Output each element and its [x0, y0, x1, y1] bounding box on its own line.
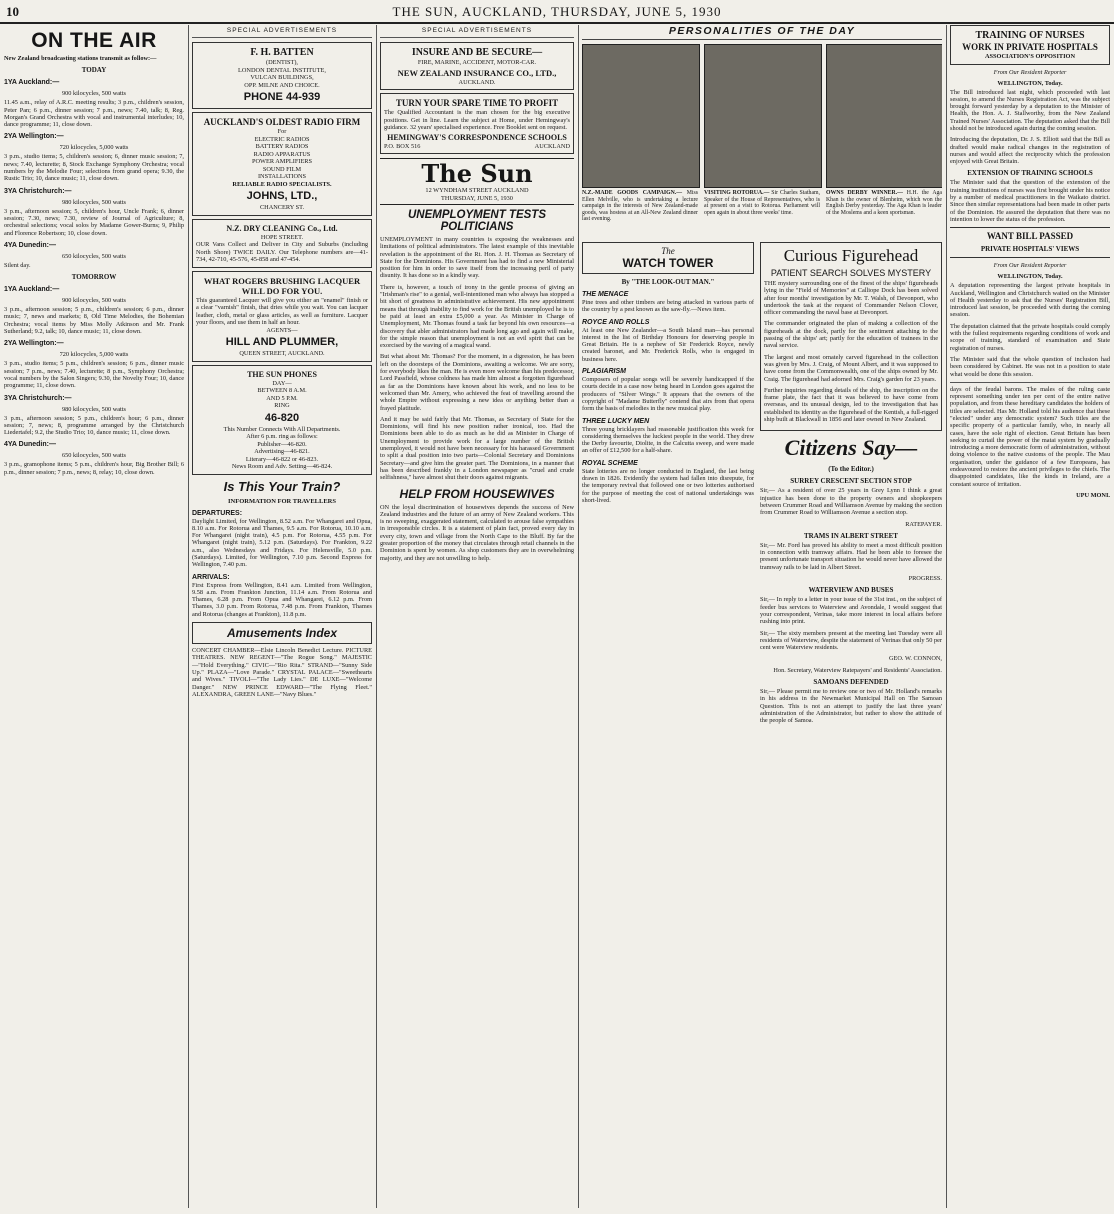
watch-tower-text: Pine trees and other timbers are being attacked in various parts of the country by a pest known as the saw-fly.—News item.	[582, 299, 754, 314]
byline: From Our Resident Reporter	[993, 262, 1067, 270]
batten-line: VULCAN BUILDINGS,	[250, 74, 314, 81]
stations-tomorrow	[4, 286, 184, 476]
watch-tower-text: State lotteries are no longer conducted in England, the last being drawn in 1826. Evidently the system had fallen into disrepute, for the temporary revival that followed one or two lotteries authorised for the purpose of meeting the cost of national undertakings was short-lived.	[582, 467, 754, 504]
letter-signature: GEO. W. CONNON,	[888, 655, 942, 663]
sun-phones-line: Advertising—46-821.	[254, 448, 310, 455]
station-frequency: 980 kilocycles, 500 watts	[61, 198, 126, 206]
aga-khan-photo	[826, 44, 942, 188]
charles-statham-photo	[704, 44, 822, 188]
lucky-men-heading: THREE LUCKY MEN	[582, 417, 650, 425]
nurses-headline-box	[950, 25, 1110, 65]
nurses-paragraph: The Minister said that the question of the extension of the training institutions of nurses was first brought under his notice by a number of medical practitioners in the Waikato district. Since then similar representations had been made in other parts of the Dominion. He assured the deputation that there was no intention to lower the status of the profession.	[950, 179, 1110, 223]
menace-heading: THE MENACE	[582, 291, 629, 298]
watch-tower-byline: By "THE LOOK-OUT MAN."	[621, 278, 715, 286]
station-frequency: 900 kilocycles, 500 watts	[61, 297, 126, 305]
special-ads-label: SPECIAL ADVERTISEMENTS	[192, 25, 372, 38]
station-programme: 3 p.m., studio items; 5, children's session; 6, dinner music session; 7, news; 7.40, lecturette; 8, Stock Exchange Symphony Orchestra; vocal numbers by the Melodie Four; selections from grand opera; 9.30, the Rustic Trio; 10, dance music; 11, close down.	[4, 153, 184, 183]
want-bill-title: WANT BILL PASSED	[986, 231, 1074, 242]
station-programme: Silent day.	[4, 261, 31, 269]
arrivals-heading: ARRIVALS:	[192, 573, 230, 581]
dateline: WELLINGTON, Today.	[997, 79, 1063, 87]
lacquer-ad	[192, 271, 372, 362]
sun-phones-line: Literary—46-822 or 46-823.	[245, 455, 319, 463]
editorial-title: UNEMPLOYMENT TESTS POLITICIANS	[407, 209, 546, 233]
amusements-text: CONCERT CHAMBER—Elsie Lincoln Benedict Lecture. PICTURE THEATRES. NEW REGENT—"The Rogue Song." MAJESTIC—"Hold Everything." CIVIC—"Rio Rita." STRAND—"Sunny Side Up." PLAZA—"Love Parade." CRYSTAL PALACE—"Sweethearts and Wives." TIVOLI—"The Lady Lies." DE LUXE—"Welcome Danger." NEW PRINCE EDWARD—"The Flying Fleet." ALEXANDRA, GREEN LANE—"Navy Blues."	[192, 647, 372, 698]
letter-signature: PROGRESS.	[908, 575, 942, 583]
arrivals-text: First Express from Wellington, 8.41 a.m. Limited from Wellington, 9.58 a.m. From Frankton Junction, 11.14 a.m. From Rotorua and Thames, 6.28 p.m. From Opua and Whangarei, 6.12 p.m. From Thames, 3.0 p.m. From Rotorua, 7.48 p.m. From Frankton, Thames and Rotorua (changes at Frankton), 11.8 p.m.	[192, 581, 372, 618]
sun-phones-between: BETWEEN 8 A.M.	[257, 387, 307, 394]
figurehead-article	[760, 242, 942, 431]
departures-heading: DEPARTURES:	[192, 509, 243, 517]
station-name: 4YA Dunedin:—	[4, 441, 56, 449]
radio-firm-ad	[192, 112, 372, 216]
watch-tower-logo	[582, 242, 754, 274]
lacquer-addr: QUEEN STREET, AUCKLAND.	[239, 350, 325, 357]
amusements-title: Amusements Index	[226, 626, 338, 641]
watch-tower-section	[582, 240, 754, 728]
photo-caption: VISITING ROTORUA.— Sir Charles Statham, Speaker of the House of Representatives, who is at present on a visit to Rotorua. Parliament will open again in about three weeks' time.	[704, 190, 820, 216]
editorial-paragraph: ON the loyal discrimination of housewives depends the success of New Zealand industries and the future of an army of New Zealand workers. This is no sweeping, exaggerated statement, calculated to arouse false sympathies in irresponsible circles. It is a statement of plain fact, proved every day in every city, town and village from the North Cape to the Bluff. By far the greater proportion of the money that circulates through retail channels in the Dominion is spent by women. As shop customers they are in overwhelming majority, and they are not unwilling to help.	[380, 503, 574, 562]
masthead	[0, 0, 1114, 24]
page-number: 10	[6, 4, 19, 19]
stations-today	[4, 79, 184, 269]
figurehead-paragraph: The largest and most ornately carved figurehead in the collection was given by Mrs. J. Craig, of Mount Albert, and it was supposed to have come from the Commonwealth, one of the ships owned by Mr. Craig. The figurehead had adorned Mrs. Craig's garden for 23 years.	[764, 353, 938, 383]
sun-phones-number: 46-820	[264, 411, 300, 424]
samoa-letter-continued: days of the feudal barons. The males of the ruling caste represent something under ten per cent of the entire native population, and from these hereditary candidates the holders of titles are selected. Has Mr. Holland told his audience that these "elected" under any democratic system? Such titles are the specific property of a particular family, who, in nearly all cases, have the sole right of election. Great Britain has been seeking to curtail the power of the matai system by gradually introducing a more democratic form of administration, without doing violence to the native customs of the people. The Mau organisation, under the guidance of a few Europeans, has endeavoured to restore the ancient privileges to the chiefs. The disappointed candidates, like the kinds in Ireland, are a constant source of irritation.	[950, 382, 1110, 488]
station-name: 1YA Auckland:—	[4, 79, 60, 87]
figurehead-paragraph: The commander originated the plan of making a collection of the figureheads at the dock, partly for the sentiment attaching to the passing of the ships' art; partly for the education of trainees in the naval service.	[764, 320, 938, 350]
nurses-paragraph: Introducing the deputation, Dr. J. S. Elliott said that the Bill as drafted would make radical changes in the registration of nurses and would affect the reciprocity which the profession enjoyed with Great Britain.	[950, 136, 1110, 166]
letter-signature: UPU MONI.	[1076, 491, 1110, 499]
letter-signature: RATEPAYER.	[905, 520, 942, 528]
figurehead-paragraph: THE mystery surrounding one of the finest of the ships' figureheads lying in the "Field of Memories" at Calliope Dock has been solved after four months' investigation by Mr. T. Walsh, of Devonport, who undertook the task at the request of Commander Nelson Clover, officer commanding the naval base at Devonport.	[764, 280, 938, 317]
private-hospitals-title: PRIVATE HOSPITALS' VIEWS	[980, 245, 1080, 254]
station-programme: 3 p.m., afternoon session; 5 p.m., children's session; 6 p.m., dinner music; 7, news and markets; 8, Old Time Melodies, the Bohemian Orchestra; vocal items by Miss Molly Atkinson and Mr. Frank Sutherland; 9.2, talk; 10, dance music; 11, close down.	[4, 306, 184, 336]
figurehead-title: Curious Figurehead	[783, 246, 919, 265]
radio-firm-line: SOUND FILM	[262, 165, 302, 173]
dry-cleaning-ad	[192, 219, 372, 268]
nurses-sub: WORK IN PRIVATE HOSPITALS	[962, 42, 1098, 52]
batten-ad	[192, 42, 372, 109]
batten-phone: PHONE 44-939	[243, 91, 321, 103]
station-programme: 11.45 a.m., relay of A.R.C. meeting results; 3 p.m., children's session, Peter Pan; 6 p.m., dinner session; 7 p.m., news; 7.40, talk; 8, Reg. Morgan's Grand Orchestra with vocal and instrumental interludes; 10, dance programme; 11, close down.	[4, 99, 184, 129]
sun-phones-box	[192, 365, 372, 475]
letter-text: Sir,— The sixty members present at the meeting last Tuesday were all residents of Waterview, despite the statement of Verinas that only 50 per cent were Waterview residents.	[760, 629, 942, 652]
nurses-sub2: ASSOCIATION'S OPPOSITION	[985, 53, 1075, 60]
insurance-name: NEW ZEALAND INSURANCE CO., LTD.,	[397, 67, 557, 78]
train-sub: INFORMATION FOR TRAVELLERS	[228, 497, 336, 505]
sun-phones-line: Publisher—46-820.	[257, 440, 307, 448]
editorial-paragraph: But what about Mr. Thomas? For the moment, in a digression, he has been left on the doorsteps of the Dominions, awaiting a welcome. We are sorry, for everybody likes the man. He is even more welcome than his predecessor, Lord Passfield, whose coldness has made him almost a forgotten figurehead as far as the Dominions have known about his work, and no less to be welcomed than Mr. Amery, who achieved the feat of travelling around the whole Empire without expressing a new idea or anything better than a frayed platitude.	[380, 353, 574, 412]
column-rule	[578, 25, 579, 1208]
station-programme: 3 p.m., gramophone items; 5 p.m., children's hour, Big Brother Bill; 6 p.m., dinner session; 7 p.m., news; 8, relay; 10, close down.	[4, 461, 184, 476]
personalities-title: PERSONALITIES OF THE DAY	[582, 25, 942, 40]
ads-column	[192, 25, 372, 1208]
batten-line: LONDON DENTAL INSTITUTE,	[238, 66, 326, 74]
figurehead-sub: PATIENT SEARCH SOLVES MYSTERY	[770, 268, 932, 278]
dry-cleaning-title: N.Z. DRY CLEANING Co., Ltd.	[226, 223, 338, 233]
special-ads-label: SPECIAL ADVERTISEMENTS	[380, 25, 574, 38]
photo-row	[582, 40, 942, 240]
editorial-paragraph: UNEMPLOYMENT in many countries is exposing the weaknesses and limitations of political administrators. The latest example of this inevitable revelation is the appointment of the Rt. Hon. J. H. Thomas as Secretary of State for the Dominions. His Government has had to find a new Ministerial position for him in order to save itself from the increasing peril of party disunity. It has done so in a kindly way.	[380, 236, 574, 280]
radio-firm-line: POWER AMPLIFIERS	[251, 158, 312, 165]
letter-heading: WATERVIEW AND BUSES	[808, 586, 894, 595]
watch-tower-text: Composers of popular songs will be severely handicapped if the courts decide in a case now being heard in London goes against the producers of "Silver Wings." It appears that the owners of the copyright of "Madame Butterfly" contend that airs from that opera form the basis of melodies in the new musical play.	[582, 376, 754, 413]
lower-section	[582, 240, 942, 728]
watch-tower-name: WATCH TOWER	[622, 256, 714, 270]
hemingway-ad	[380, 93, 574, 154]
letter-heading: SAMOANS DEFENDED	[813, 677, 889, 686]
sun-date: THURSDAY, JUNE 5, 1930	[441, 194, 513, 202]
departures-text: Daylight Limited, for Wellington, 8.52 a.m. For Whangarei and Opua, 8.10 a.m. For Rotorua and Thames, 9.5 a.m. For Rotorua, 10.10 a.m. For Whangarei (night train), 4.5 p.m. For Rotorua, 4.55 p.m. For Whangarei (night train), 5.12 p.m. (Saturdays). For Frankton, 9.22 a.m., also Wednesdays and Fridays. For Helensville, 5.0 p.m. (Saturdays). Limited, for Wellington, 7.10 p.m. Second Express for Wellington, 7.40 p.m.	[192, 517, 372, 569]
insurance-place: AUCKLAND.	[458, 78, 496, 86]
ellen-melville-photo	[582, 44, 700, 188]
radio-firm-line: INSTALLATIONS	[257, 173, 307, 180]
column-rule	[946, 25, 947, 1208]
radio-firm-line: BATTERY RADIOS	[255, 143, 309, 150]
radio-firm-line: RADIO APPARATUS	[253, 150, 311, 158]
dateline: WELLINGTON, Today.	[997, 273, 1063, 281]
sun-logo: The Sun	[421, 159, 533, 188]
sun-phones-line: News Room and Adv. Setting—46-824.	[231, 463, 333, 470]
station-programme: 3 p.m., afternoon session; 5 p.m., children's hour; 6 p.m., dinner session; 7, news; 8, programme arranged by the Christchurch Liedertafel; 9.2, the Studio Trio; 10, dance music; 11, close down.	[4, 414, 184, 437]
nurses-paragraph: The Bill introduced last night, which proceeded with last session, to amend the Nurses Registration Act, was the subject brought forward yesterday by a deputation to the Minister of Health, the Hon. A. J. Stallworthy, from the New Zealand Trained Nurses' Association. The deputation asked that the Bill should not be introduced again during the coming session.	[950, 88, 1110, 132]
letter-text: Sir,— Mr. Ford has proved his ability to meet a most difficult position in connection with tramway affairs. Had he been able to foresee the present unfortunate transport situation he would never have allowed the tramway rails to be laid in Albert Street.	[760, 541, 942, 571]
station-programme: 3 p.m., studio items; 5 p.m., children's session; 6 p.m., dinner music session; 7 p.m., news; 7.40, lecturette; 8 p.m., Symphony Orchestra; vocal numbers by the Salon Singers; 9.30, the Novelty Four; 10, dance programme; 11, close down.	[4, 360, 184, 390]
station-name: 1YA Auckland:—	[4, 286, 60, 294]
station-name: 3YA Christchurch:—	[4, 394, 72, 402]
batten-sub: (DENTIST),	[265, 59, 298, 66]
insurance-title: INSURE AND BE SECURE—	[411, 47, 543, 58]
figurehead-and-letters	[760, 240, 942, 728]
lacquer-agents: AGENTS—	[266, 326, 298, 334]
figurehead-paragraph: Further inquiries regarding details of the ship, the inscription on the frame plate, the fact that it was believed to have come from overseas, and its unusual design, led to the investigation that has established its identity as the figurehead of the Kentish, a full-rigged ship built at Blackwall in 1856 and later owned in New Zealand.	[764, 386, 938, 424]
station-frequency: 980 kilocycles, 500 watts	[61, 405, 126, 413]
watch-tower-text: At least one New Zealander—a South Island man—has personal interest in the list of Birthday Honours for deserving people in Great Britain. He is a nephew of Sir Frederick Royce, newly created baronet, and Mr. Frederick Rolls, who is engaged in business here.	[582, 326, 754, 363]
royal-scheme-heading: ROYAL SCHEME	[582, 459, 638, 467]
radio-firm-line: ELECTRIC RADIOS	[254, 135, 310, 143]
tomorrow-heading: TOMORROW	[71, 273, 117, 282]
editorial-paragraph: And it may be said fairly that Mr. Thomas, as Secretary of State for the Dominions, will find his new position rather ironical, too. Had the Dominions been able to do as much as he did as Minister in Charge of Unemployment to provide work for a large number of the British unemployed, it would not have been necessary for his harassed Government to split a dual position into two parts—Colonial Secretary and Dominions Secretary—and give him the greater part. The Dominions, in a manner that has been described frankly in a London newspaper as "cruel and crude selfishness," have almost shut their doors against migrants.	[380, 415, 574, 482]
extension-heading: EXTENSION OF TRAINING SCHOOLS	[967, 169, 1093, 178]
batten-name: F. H. BATTEN	[250, 47, 314, 58]
station-name: 2YA Wellington:—	[4, 340, 64, 348]
letter-heading: SURREY CRESCENT SECTION STOP	[790, 477, 912, 486]
private-hospitals-paragraph: The deputation claimed that the private hospitals could comply with the fullest requirements regarding conditions of work and scope of training, standard of examination and State registration of nurses.	[950, 322, 1110, 352]
train-title: Is This Your Train?	[223, 478, 341, 494]
today-heading: TODAY	[81, 66, 107, 75]
station-name: 4YA Dunedin:—	[4, 241, 56, 249]
lacquer-firm: HILL AND PLUMMER,	[225, 336, 339, 348]
sun-phones-note: This Number Connects With All Departments.	[223, 425, 341, 433]
column-rule	[376, 25, 377, 1208]
citizens-say-title: Citizens Say—	[784, 435, 918, 461]
plagiarism-heading: PLAGIARISM	[582, 368, 626, 376]
radio-firm-name: JOHNS, LTD.,	[246, 190, 318, 202]
letter-heading: TRAMS IN ALBERT STREET	[804, 531, 898, 540]
station-name: 3YA Christchurch:—	[4, 187, 72, 195]
watch-tower-text: Three young bricklayers had reasonable justification this week for considering themselves the luckiest people in the world. They drew the Derby favourite, Diolite, in the Calcutta sweep, and were made an offer of £12,500 for a half-share.	[582, 425, 754, 455]
royce-heading: ROYCE AND ROLLS	[582, 318, 650, 326]
nurses-column	[950, 25, 1110, 1208]
letter-signature: Hon. Secretary, Waterview Ratepayers' and Residents' Association.	[773, 666, 942, 674]
personalities-column	[582, 25, 942, 1208]
station-frequency: 650 kilocycles, 500 watts	[61, 252, 126, 260]
photo-caption: OWNS DERBY WINNER.— H.H. the Aga Khan is the owner of Blenheim, which won the English Derby yesterday. The Aga Khan is leader of the Moslems and a keen sportsman.	[826, 190, 942, 216]
hemingway-box: P.O. BOX 516	[384, 142, 421, 150]
insurance-sub: FIRE, MARINE, ACCIDENT, MOTOR-CAR.	[417, 59, 537, 66]
sun-addr: 12 WYNDHAM STREET AUCKLAND	[425, 187, 529, 194]
hemingway-place: AUCKLAND	[534, 142, 570, 150]
letter-text: Sir,— In reply to a letter in your issue of the 31st inst., on the subject of feeder bus services to Waterview and Avondale, I would suggest that your correspondent, Verinas, take more interest in local affairs before rushing into print.	[760, 596, 942, 626]
column-rule	[188, 25, 189, 1208]
help-housewives-title: HELP FROM HOUSEWIVES	[399, 486, 555, 501]
hemingway-text: The Qualified Accountant is the man chosen for the big executive positions. Get in line. Learn the subject at Home, under Hemingway's guidance. 32 years' specialised experience. Free Booklet sent on request.	[384, 109, 570, 131]
photo-caption: N.Z.-MADE GOODS CAMPAIGN.— Miss Ellen Melville, who is undertaking a lecture campaign in the interests of New Zealand-made goods, was hostess at an All-New Zealand dinner last evening.	[582, 190, 698, 223]
sun-phones-after: After 6 p.m. ring as follows:	[246, 433, 318, 440]
station-frequency: 720 kilocycles, 5,000 watts	[59, 144, 129, 152]
radio-intro: New Zealand broadcasting stations transmit as follow:—	[4, 55, 157, 62]
radio-firm-addr: CHANCERY ST.	[259, 204, 305, 211]
editorial-paragraph: There is, however, a touch of irony in the gentle process of giving an "Irishman's rise" to a genial, well-intentioned man who always has stopped a bit short of greatness in administrative achievement. His new appointment means that through inability to find work for the British unemployed he is to be paid at least an extra £5,000 a year. As Minister in Charge of Unemployment, Mr. Thomas found a task far beyond his own resources—a discovery that abler administrators had made long ago and again will make, for the simple reason that unemployment is not an evil spirit that can be exorcised by the waving of a magical wand.	[380, 283, 574, 350]
sun-nameplate	[380, 158, 574, 205]
radio-firm-tag: RELIABLE RADIO SPECIALISTS.	[232, 180, 332, 188]
dry-cleaning-addr: HOPE STREET.	[260, 233, 304, 241]
station-programme: 3 p.m., afternoon session; 5, children's hour, Uncle Frank; 6, dinner session; 7.30, news; 7.30, review of Journal of Agriculture; 8, orchestral selections; vocal solos by Madame Gower-Burns; 9, Philip and Florence Robertson; 10, close down.	[4, 207, 184, 237]
insurance-ad	[380, 42, 574, 90]
batten-line: OPP. MILNE AND CHOICE.	[244, 81, 320, 89]
byline: From Our Resident Reporter	[993, 68, 1067, 76]
sun-phones-and: AND 5 P.M.	[266, 394, 298, 402]
sun-phones-ring: RING	[274, 402, 290, 409]
radio-title: ON THE AIR	[31, 29, 157, 52]
hemingway-title: TURN YOUR SPARE TIME TO PROFIT	[395, 98, 559, 108]
radio-firm-title: AUCKLAND'S OLDEST RADIO FIRM	[203, 117, 361, 127]
editorial-column	[380, 25, 574, 1208]
citizens-say-sub: (To the Editor.)	[828, 465, 874, 474]
watch-tower-the: The	[661, 246, 675, 256]
masthead-title: THE SUN, AUCKLAND, THURSDAY, JUNE 5, 1930	[392, 4, 722, 19]
radio-column	[4, 25, 184, 1208]
hemingway-name: HEMINGWAY'S CORRESPONDENCE SCHOOLS	[387, 132, 567, 142]
private-hospitals-paragraph: The Minister said that the whole question of inclusion had been considered by Cabinet. He was not in a position to state what would be done this session.	[950, 355, 1110, 378]
nurses-title: TRAINING OF NURSES	[975, 30, 1085, 41]
letter-text: Sir,— Please permit me to review one or two of Mr. Holland's remarks in his address in the Newmarket Municipal Hall on The Samoan Question. This is not an attempt to justify the last three years' administration of the Administrator, but rather to show the attitude of the people of Samoa.	[760, 687, 942, 725]
station-frequency: 900 kilocycles, 500 watts	[61, 90, 126, 98]
station-name: 2YA Wellington:—	[4, 133, 64, 141]
station-frequency: 720 kilocycles, 5,000 watts	[59, 351, 129, 359]
station-frequency: 650 kilocycles, 500 watts	[61, 452, 126, 460]
letter-text: Sir,— As a resident of over 25 years in Grey Lynn I think a great injustice has been done to the property owners and shopkeepers between Crummer Road and Williamson Avenue by making the section from Crummer Road to Williamson Avenue a section stop.	[760, 487, 942, 517]
amusements-box	[192, 622, 372, 644]
lacquer-title: WHAT ROGERS BRUSHING LACQUER WILL DO FOR YOU.	[203, 275, 361, 296]
radio-firm-line: For	[277, 128, 287, 135]
sun-phones-title: THE SUN PHONES	[247, 369, 317, 379]
sun-phones-day: DAY—	[272, 379, 292, 387]
dry-cleaning-text: OUR Vans Collect and Deliver in City and Suburbs (including North Shore) TWICE DAILY. Our Telephone numbers are—41-734, 42-710, 45-576, 45-858 and 47-454.	[196, 241, 368, 263]
private-hospitals-paragraph: A deputation representing the largest private hospitals in Auckland, Wellington and Christchurch waited on the Minister of Health yesterday to ask that the Nurses' Registration Bill, introduced last session, be proceeded with during the coming session.	[950, 282, 1110, 319]
lacquer-text: This guaranteed Lacquer will give you either an "enamel" finish or a clear "varnish" finish, that dries while you wait. You can lacquer leather, cloth, metal or glass articles, as well as furniture. Lacquer your floors, and use them in half an hour.	[196, 296, 368, 326]
